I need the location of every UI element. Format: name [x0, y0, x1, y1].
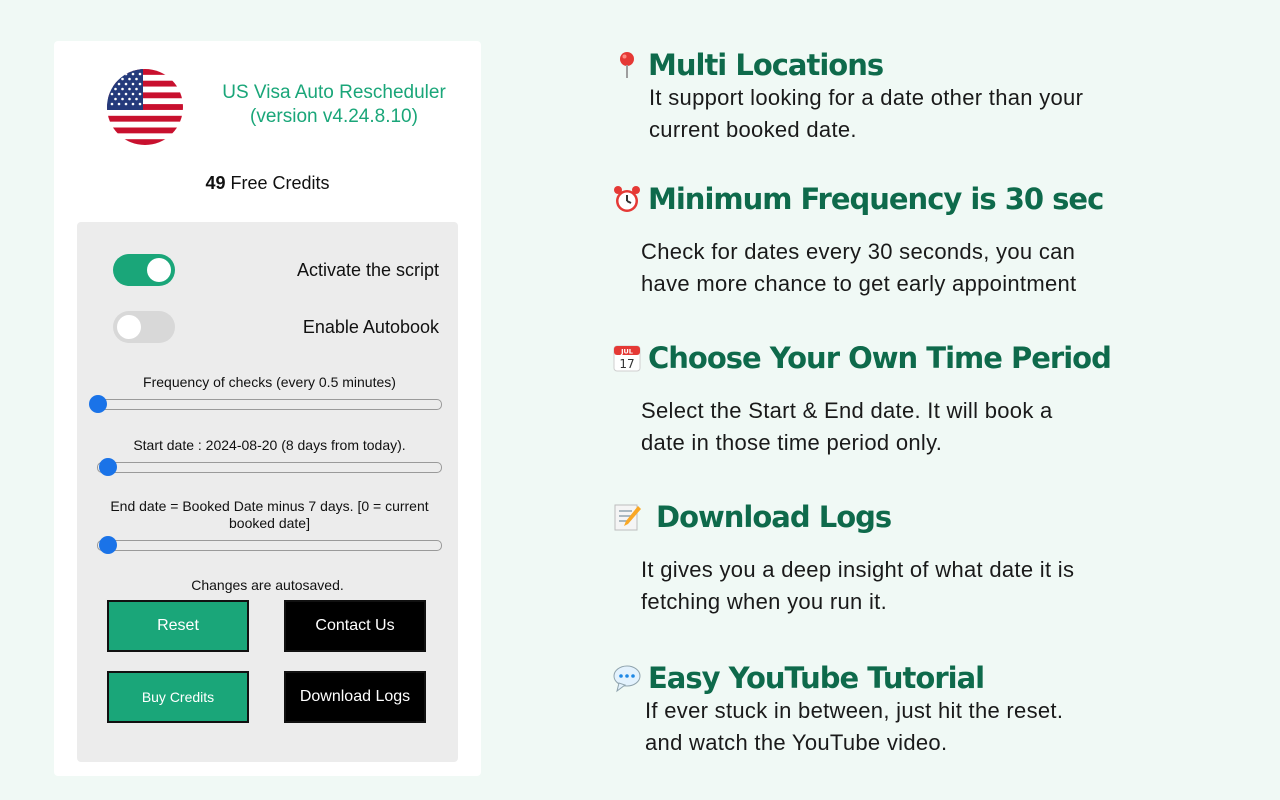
speech-bubble-icon [612, 663, 642, 693]
feature-title: Minimum Frequency is 30 sec [648, 182, 1104, 216]
start-date-slider-block [97, 437, 442, 473]
download-logs-button[interactable]: Download Logs [284, 671, 426, 723]
alarm-clock-icon [612, 184, 642, 214]
slider-thumb[interactable] [99, 458, 117, 476]
us-flag-icon [107, 69, 183, 145]
feature-title: Multi Locations [648, 48, 884, 82]
feature-description-line: current booked date. [649, 117, 857, 142]
frequency-slider-label: Frequency of checks (every 0.5 minutes) [143, 374, 396, 390]
autosave-note: Changes are autosaved. [191, 577, 344, 593]
feature-title: Choose Your Own Time Period [648, 341, 1111, 375]
feature-description [612, 695, 1252, 759]
start-date-slider[interactable] [97, 462, 442, 473]
feature-description [612, 395, 1252, 459]
start-date-slider-label: Start date : 2024-08-20 (8 days from today). [133, 437, 406, 453]
end-date-slider-block [97, 498, 442, 551]
pin-icon [612, 50, 642, 80]
feature-description-line: have more chance to get early appointment [641, 271, 1077, 296]
feature-minimum-frequency [612, 182, 1252, 300]
feature-description-line: If ever stuck in between, just hit the reset. [645, 698, 1064, 723]
credits-count: 49 [205, 173, 226, 193]
feature-description-line: It support looking for a date other than your [649, 85, 1084, 110]
enable-autobook-toggle[interactable] [113, 311, 175, 343]
feature-description-line: It gives you a deep insight of what date it is [641, 557, 1075, 582]
activate-script-toggle[interactable] [113, 254, 175, 286]
end-date-slider[interactable] [97, 540, 442, 551]
app-title-name: US Visa Auto Rescheduler [222, 82, 446, 103]
feature-title: Download Logs [656, 500, 892, 534]
feature-time-period [612, 341, 1252, 459]
calendar-day: 17 [619, 357, 635, 371]
feature-youtube-tutorial [612, 661, 1252, 759]
frequency-slider-block [97, 374, 442, 410]
credits-display [54, 173, 481, 194]
calendar-month: JUL [621, 347, 633, 356]
feature-description-line: Select the Start & End date. It will book a [641, 398, 1053, 423]
slider-thumb[interactable] [89, 395, 107, 413]
feature-description-line: Check for dates every 30 seconds, you can [641, 239, 1076, 264]
credits-label: Free Credits [230, 173, 330, 193]
buy-credits-button[interactable]: Buy Credits [107, 671, 249, 723]
feature-multi-locations [612, 48, 1252, 146]
end-date-slider-label: End date = Booked Date minus 7 days. [0 = current booked date] [110, 498, 429, 531]
activate-script-row [113, 254, 439, 286]
enable-autobook-label: Enable Autobook [302, 317, 439, 337]
toggle-knob [147, 258, 171, 282]
frequency-slider[interactable] [97, 399, 442, 410]
toggle-knob [117, 315, 141, 339]
feature-title: Easy YouTube Tutorial [648, 661, 985, 695]
feature-download-logs [612, 500, 1252, 618]
contact-us-button[interactable]: Contact Us [284, 600, 426, 652]
settings-panel [77, 222, 458, 762]
activate-script-label: Activate the script [296, 260, 439, 280]
app-version: (version v4.24.8.10) [250, 106, 418, 127]
brand-header [107, 69, 467, 145]
enable-autobook-row [113, 311, 439, 343]
feature-description-line: and watch the YouTube video. [645, 730, 948, 755]
reset-button[interactable]: Reset [107, 600, 249, 652]
feature-description [612, 236, 1252, 300]
feature-description-line: date in those time period only. [641, 430, 943, 455]
extension-popup [54, 41, 481, 776]
feature-description [612, 554, 1252, 618]
app-title [199, 81, 469, 129]
memo-icon [612, 502, 642, 532]
feature-description-line: fetching when you run it. [641, 589, 887, 614]
slider-thumb[interactable] [99, 536, 117, 554]
calendar-icon [612, 343, 642, 373]
feature-description [612, 82, 1252, 146]
